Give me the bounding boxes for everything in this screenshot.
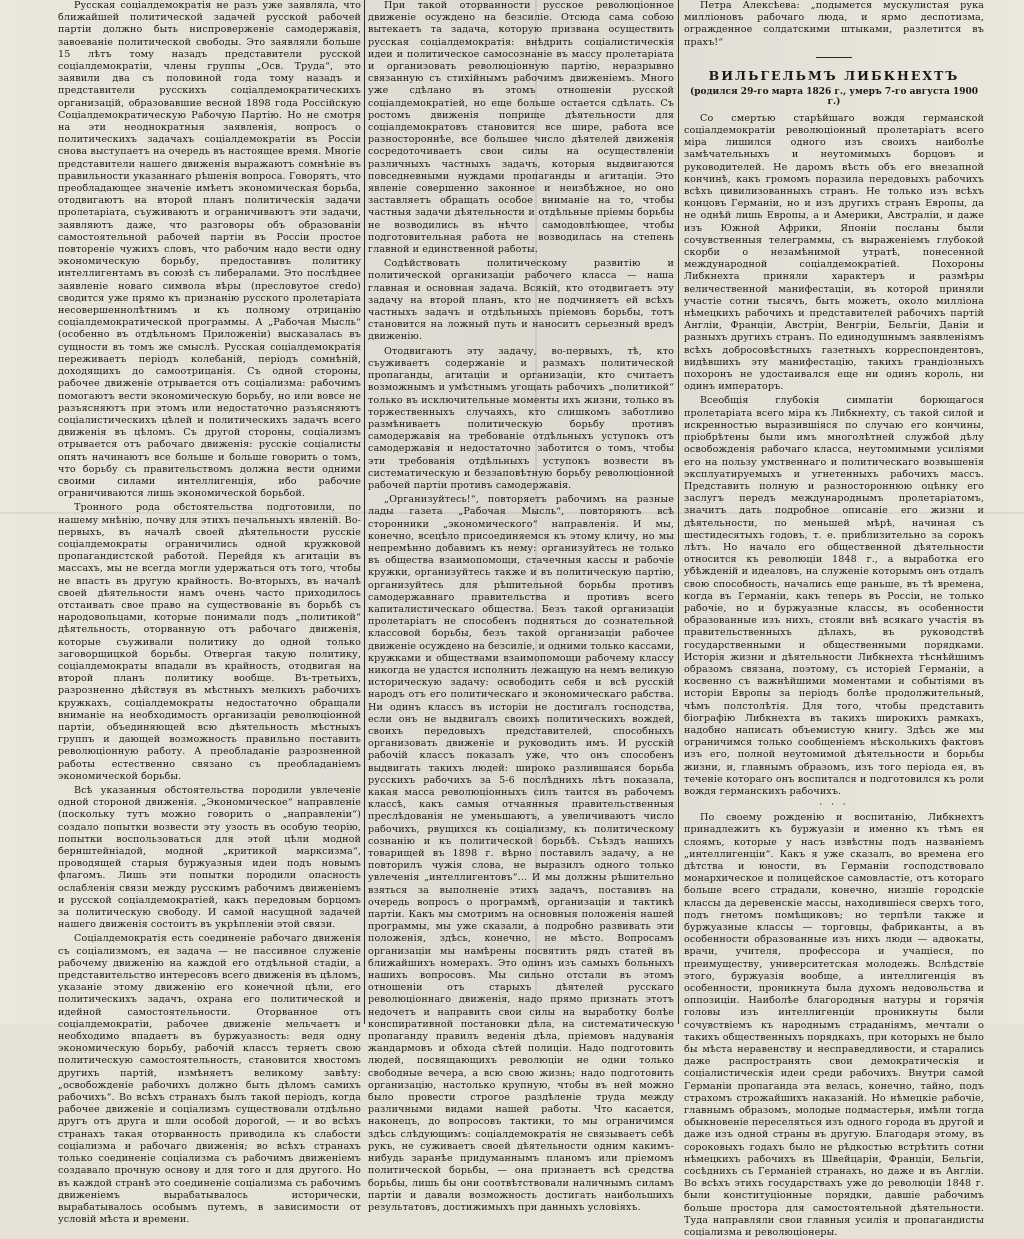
article-headline: ВИЛЬГЕЛЬМЪ ЛИБКНЕХТЪ: [708, 67, 960, 83]
section-separator-dots: · · ·: [819, 800, 849, 811]
article-paragraph: Отодвигаютъ эту задачу, во-первыхъ, тѣ, кто съуживаетъ содержаніе и размахъ политической пропаганды, агитаціи и организаціи, кто считаетъ возможнымъ и умѣстнымъ угощать рабочихъ „политикой“ только въ исключительные моменты ихъ жизни, только въ торжественныхъ случаяхъ, кто слишкомъ заботливо размѣниваетъ политическую борьбу противъ самодержавія на требованіе отдѣльныхъ уступокъ отъ самодержавія и недостаточно заботится о томъ, чтобы эти требованія отдѣльныхъ уступокъ возвести въ систематическую и беззаповѣтную борьбу революціонной рабочей партіи противъ самодержавія.: [368, 345, 674, 491]
article-paragraph: Всѣ указанныя обстоятельства породили увлеченіе одной стороной движенія. „Экономическое“ направленіе (поскольку тутъ можно говорить о „направленіи“) создало попытки возвести эту узость въ особую теорію, попытки воспользоваться для этой цѣли модной бернштейніадой, модной „критикой марксизма“, проводящей старыя буржуазныя идеи подъ новымъ флагомъ. Лишь эти попытки породили опасность ослабленія связи между русскимъ рабочимъ движеніемъ и русской соціалдемократіей, какъ передовым борцомъ за политическую свободу. И самой насущной задачей нашего движенія состоитъ въ укрѣпленіи этой связи.: [58, 785, 361, 931]
column-right: [684, 0, 984, 1239]
section-divider: [816, 57, 852, 58]
article-paragraph: Всеобщія глубокія симпатіи борющагося пролетаріата всего міра къ Либкнехту, съ такой силой и искренностью выразившіяся по случаю его кончины, пріобрѣтены были имъ многолѣтней службой дѣлу освобожденія рабочаго класса, неутомимыми усиліями его на пользу умственнаго и политическаго возвышенія эксплуатируемыхъ и угнетенныхъ рабочихъ массъ. Представить полную и разностороннюю оцѣнку его заслугъ передъ международнымъ пролетаріатомъ, значитъ дать подробное описаніе его жизни и дѣятельности, по меньшей мѣрѣ, начиная съ шестидесятыхъ годовъ, т. е. приблизительно за сорокъ лѣтъ. Но начало его общественной дѣятельности относится къ революціи 1848 г., а выработка его убѣжденій и идеаловъ, на служеніе которымъ онъ отдалъ свою способность, начались еще раньше, въ тѣ времена, когда въ Германіи, какъ теперь въ Россіи, не только рабочіе, но и буржуазные классы, въ особенности образованные изъ нихъ, стояли внѣ всякаго участія въ правительственныхъ дѣлахъ, въ руководствѣ государственными и общественными порядками. Исторія жизни и дѣятельности Либкнехта тѣснѣйшимъ образомъ связана, поэтому, съ исторіей Германіи, а косвенно съ важнѣйшими моментами и событіями въ исторіи Европы за періодъ болѣе продолжительный, чѣмъ полстолѣтія. Для того, чтобы представить біографію Либкнехта въ такихъ широкихъ рамкахъ, надобно написать объемистую книгу. Здѣсь же мы ограничимся только сообщеніемъ нѣсколькихъ фактовъ изъ его, полной неутомимой дѣятельности и борьбы жизни, и, главнымъ образомъ, изъ того періода ея, въ теченіе котораго онъ воспитался и подготовился къ роли вождя германскихъ рабочихъ.: [684, 395, 984, 797]
article-paragraph: Соціалдемократія есть соединеніе рабочаго движенія съ соціализмомъ, ея задача — не пассивное служеніе рабочему движенію на каждой его отдѣльной стадіи, а представительство интересовъ всего движенія въ цѣломъ, указаніе этому движенію его конечной цѣли, его политическихъ задачъ, охрана его политической и идейной самостоятельности. Оторванное отъ соціалдемократіи, рабочее движеніе мельчаетъ и необходимо впадаетъ въ буржуазность: ведя одну экономическую борьбу, рабочій классъ теряетъ свою политическую самостоятельность, становится хвостомъ другихъ партій, измѣняетъ великому завѣту: „освобожденіе рабочихъ должно быть дѣломъ самихъ рабочихъ“. Во всѣхъ странахъ былъ такой періодъ, когда рабочее движеніе и соціализмъ существовали отдѣльно другъ отъ друга и шли особой дорогой, — и во всѣхъ странахъ такая оторванность приводила къ слабости соціализма и рабочаго движенія; во всѣхъ странахъ только соединеніе соціализма съ рабочимъ движеніемъ создавало прочную основу и для того и для другого. Но въ каждой странѣ это соединеніе соціализма съ рабочимъ движеніемъ вырабатывалось исторически, вырабатывалось особымъ путемъ, в зависимости от условій мѣста и времени.: [58, 933, 361, 1226]
article-paragraph: Содѣйствовать политическому развитію и политической организаціи рабочего класса — наша главная и основная задача. Всякій, кто отодвигаетъ эту задачу на второй планъ, кто не подчиняетъ ей всѣхъ частныхъ задачъ и отдѣльныхъ пріемовъ борьбы, тотъ становится на ложный путь и наноситъ серьезный вредъ движенію.: [368, 258, 674, 343]
article-paragraph: При такой оторванности русское революціонное движеніе осуждено на безсиліе. Отсюда сама собою вытекаетъ та задача, которую призвана осуществить русская соціалдемократія: внѣдрить соціалистическія идеи и политическое самосознаніе въ массу пролетаріата и организовать революціонную партію, неразрывно связанную съ стихійнымъ рабочимъ движеніемъ. Много уже сдѣлано въ этомъ отношеніи русской соціалдемократіей, но еще больше остается сдѣлать. Съ ростомъ движенія поприще дѣятельности для соціалдемократовъ становится все шире, работа все разностороннѣе, все большее число дѣятелей движенія сосредоточиваетъ свои силы на осуществленіи различныхъ частныхъ задачъ, которыя выдвигаются повседневными нуждами пропаганды и агитаціи. Это явленіе совершенно законное и неизбѣжное, но оно заставляетъ обращать особое вниманіе на то, чтобы частныя задачи дѣятельности и отдѣльные пріемы борьбы не возводились въ нѣчто самодовлѣющее, чтобы подготовительная работа не возводилась на степень главной и единственной работы.: [368, 0, 674, 256]
column-left: [58, 0, 361, 1226]
article-paragraph: По своему рожденію и воспитанію, Либкнехтъ принадлежитъ къ буржуазіи и именно къ тѣмъ ея слоямъ, которые у насъ извѣстны подъ названіемъ „интеллигенціи“. Какъ я уже сказалъ, во времена его дѣтства и юности, въ Германіи господствовало монархическое и полицейское самовластіе, отъ котораго больше всего страдали, конечно, низшіе городскіе классы да деревенскіе массы, находившіеся сверхъ того, подъ гнетомъ помѣщиковъ; но терпѣли также и буржуазные классы — торговцы, фабриканты, а въ особенности образованные изъ нихъ люди — адвокаты, врачи, учителя, профессора и учащіеся, по преимуществу, университетская молодежь. Вслѣдствіе этого, буржуазія вообще, а интеллигенція въ особенности, проникнута была духомъ недовольства и оппозиціи. Наиболѣе благородныя натуры и горячія головы изъ интеллигенціи проникнуты были сочувствіемъ къ народнымъ страданіямъ, мечтали о такихъ общественныхъ порядкахъ, при которыхъ не было бы мѣста неравенству и несправедливости, и старались даже распространять свои демократическія и соціалистическія идеи среди рабочихъ. Внутри самой Германіи пропаганда эта велась, конечно, тайно, подъ страхомъ строжайшихъ наказаній. Но нѣмецкіе рабочіе, главнымъ образомъ, молодые подмастерья, имѣли тогда обыкновеніе переселяться изъ одного города въ другой и даже изъ одной страны въ другую. Благодаря этому, въ сороковыхъ годахъ было не рѣдкостью встрѣтить сотни нѣмецкихъ рабочихъ въ Швейцаріи, Франціи, Бельгіи, сосѣднихъ съ Германіей странахъ, но даже и въ Англіи. Во всѣхъ этихъ государствахъ уже до революціи 1848 г. были конституціонные порядки, давшіе рабочимъ больше простора для самостоятельной дѣятельности. Туда направляли свои главныя усилія и пропагандисты соціализма и революціонеры.: [684, 812, 984, 1239]
article-paragraph: Русская соціалдемократія не разъ уже заявляла, что ближайшей политической задачей русской рабочей партіи должно быть ниспроверженіе самодержавія, завоеваніе политической свободы. Это заявляли больше 15 лѣтъ тому назадъ представители русской соціалдемократіи, члены группы „Осв. Труда“, это заявили два съ половиной года тому назадъ и представители русскихъ соціалдемократическихъ организацій, образовавшие весной 1898 года Россійскую Соціалдемократическую Рабочую Партію. Но не смотря на эти неоднократныя заявленія, вопросъ о политическихъ задачахъ соціалдемократіи въ Россіи снова выступаетъ на очередь въ настоящее время. Многіе представители нашего движенія выражаютъ сомнѣніе въ правильности указаннаго рѣшенія вопроса. Говорятъ, что преобладающее значеніе имѣетъ экономическая борьба, отодвигаютъ на второй планъ политическія задачи пролетаріата, съуживаютъ и ограничиваютъ эти задачи, заявляютъ даже, что разговоры объ образованіи самостоятельной рабочей партіи въ Россіи простое повтореніе чужихъ словъ, что рабочим надо вести одну экономическую борьбу, предоставивъ политику интеллигентамъ въ союзѣ съ либералами. Это послѣднее заявленіе новаго символа вѣры (пресловутое credo) сводится уже прямо къ признанію русского пролетаріата несовершеннолѣтнимъ и къ полному отрицанію соціалдемократической программы. А „Рабочая Мысль“ (особенно въ отдѣльномъ Приложеніи) высказалась въ сущности въ томъ же смыслѣ. Русская соціалдемократія переживаетъ періодъ колебаній, періодъ сомнѣній, доходящихъ до самоотрицанія. Съ одной стороны, рабочее движеніе отрывается отъ соціализма: рабочимъ помогаютъ вести экономическую борьбу, но или вовсе не разъясняютъ при этомъ или недостаточно разъясняютъ соціалистическихъ цѣлей и политическихъ задачъ всего движенія въ цѣломъ. Съ другой стороны, соціализмъ отрывается отъ рабочаго движенія: русскіе соціалисты опять начинаютъ все больше и больше говорить о томъ, что борьбу съ правительствомъ должна вести одними своими силами интеллигенція, ибо рабочие ограничиваются лишь экономической борьбой.: [58, 0, 361, 500]
article-paragraph: Со смертью старѣйшаго вождя германской соціалдемократіи революціонный пролетаріатъ всего міра лишился одного изъ своихъ наиболѣе замѣчательныхъ и неутомимыхъ борцовъ и руководителей. Не даромъ вѣсть объ его внезапной кончинѣ, какъ громомъ поразила передовыхъ рабочихъ всѣхъ цивилизованныхъ странъ. Не только изъ всѣхъ концовъ Германіи, но и изъ другихъ странъ Европы, да не однѣй лишь Европы, а и Америки, Австраліи, и даже изъ Южной Африки, Японіи посланы были сочувственныя телеграммы, съ выраженіемъ глубокой скорби о незамѣнимой утратѣ, понесенной международной соціалдемократіей. Похороны Либкнехта приняли характеръ и размѣры величественной манифестаціи, въ которой приняли участіе сотни тысячъ, быть можетъ, около милліона нѣмецкихъ рабочихъ и представителей рабочихъ партій Англіи, Франціи, Австріи, Венгріи, Бельгіи, Даніи и разныхъ другихъ странъ. По единодушнымъ заявленіямъ всѣхъ добросовѣстныхъ газетныхъ корреспондентовъ, видѣвшихъ эту манифестацію, такихъ грандіозныхъ похоронъ не удостаивался еще ни одинъ король, ни одинъ императоръ.: [684, 112, 984, 393]
column-divider-right: [678, 0, 679, 1024]
column-middle: [368, 0, 675, 1213]
column-divider-left: [364, 0, 365, 1024]
article-paragraph: „Организуйтесь!“, повторяетъ рабочимъ на разные лады газета „Рабочая Мысль“, повторяютъ всѣ сторонники „экономического“ направленія. И мы, конечно, всецѣло присоединяемся къ этому кличу, но мы непремѣнно добавимъ къ нему: организуйтесь не только въ общества взаимопомощи, стачечныя кассы и рабочіе кружки, организуйтесь также и въ политическую партію, организуйтесь для рѣшительной борьбы противъ самодержавнаго правительства и противъ всего капиталистическаго общества. Безъ такой организаціи пролетаріатъ не способенъ подняться до сознательной классовой борьбы, безъ такой организаціи рабочее движеніе осуждено на безсиліе, и одними только кассами, кружками и обществами взаимопомощи рабочему классу никогда не удастся исполнить лежащую на немъ великую историческую задачу: освободить себя и всѣ русскій народъ отъ его политическаго и экономическаго рабства. Ни одинъ классъ въ исторіи не достигалъ господства, если онъ не выдвигалъ своихъ политическихъ вождей, своихъ передовыхъ представителей, способныхъ организовать движеніе и руководить имъ. И русскій рабочій классъ показалъ уже, что онъ способенъ выдвигать такихъ людей: широко разлившаяся борьба русскихъ рабочихъ за 5-6 послѣднихъ лѣтъ показала, какая масса революціонныхъ силъ таится въ рабочемъ классѣ, какъ самыя отчаянныя правительственныя преслѣдованія не уменьшаютъ, а увеличиваютъ число рабочихъ, рвущихся къ соціализму, къ политическому сознанію и къ политической борьбѣ. Съѣздъ нашихъ товарищей въ 1898 г. вѣрно поставилъ задачу, а не повторилъ чужія слова, не выразилъ одного только увлеченія „интеллигентовъ“... И мы должны рѣшительно взяться за выполненіе этихъ задачъ, поставивъ на очередь вопросъ о программѣ, организаціи и тактикѣ партіи. Какъ мы смотримъ на основныя положенія нашей программы, мы уже сказали, а подробно развивать эти положенія, здѣсь, конечно, не мѣсто. Вопросамъ организаціи мы намѣрены посвятить рядъ статей въ ближайшихъ номерахъ. Это одинъ изъ самыхъ больныхъ нашихъ вопросовъ. Мы сильно отстали въ этомъ отношеніи отъ старыхъ дѣятелей русскаго революціоннаго движенія, надо прямо признать этотъ недочетъ и направить свои силы на выработку болѣе конспиративной постановки дѣла, на систематическую пропаганду правилъ веденія дѣла, пріемовъ надуванія жандармовъ и обхода сѣтей полиціи. Надо подготовить людей, посвящающихъ революціи не одни только свободные вечера, а всю свою жизнь; надо подготовить организацію, настолько крупную, чтобы въ ней можно было провести строгое раздѣленіе труда между различными видами нашей работы. Что касается, наконецъ, до вопросовъ тактики, то мы ограничимся здѣсь слѣдующимъ: соціалдемократія не связываетъ себѣ рукъ, не суживаетъ своей дѣятельности одним какимъ-нибудь заранѣе придуманнымъ планомъ или пріемомъ политической борьбы, — она признаетъ всѣ средства борьбы, лишь бы они соотвѣтствовали наличнымъ силамъ партіи и давали возможность достигать наибольшихъ результатовъ, достижимыхъ при данныхъ условіяхъ.: [368, 494, 675, 1213]
article-subtitle: (родился 29-го марта 1826 г., умеръ 7-го августа 1900 г.): [689, 86, 979, 107]
article-paragraph: Тронного рода обстоятельства подготовили, по нашему мнѣнію, почву для этихъ печальныхъ явленій. Во-первыхъ, въ началѣ своей дѣятельности русскіе соціалдемократы ограничились одной кружковой пропагандистской работой. Перейдя къ агитаціи въ массахъ, мы не всегда могли удержаться отъ того, чтобы не впасть въ другую крайность. Во-вторыхъ, въ началѣ своей дѣятельности намъ очень часто приходилось отстаивать свое право на существованіе въ борьбѣ съ народовольцами, которые понимали подъ „политикой“ дѣятельность, оторванную отъ рабочаго движенія, которые съуживали политику до одной только заговорщицкой борьбы. Отвергая такую политику, соціалдемократы впадали въ крайность, отодвигая на второй планъ политику вообще. Въ-третьихъ, разрозненно дѣйствуя въ мѣстныхъ мелкихъ рабочихъ кружкахъ, соціалдемократы недостаточно обращали вниманіе на необходимость организаціи революціонной партіи, объединяющей всю дѣятельность мѣстныхъ группъ и дающей возможность правильно поставить революціонную работу. А преобладаніе разрозненной работы естественно связано съ преобладаніемъ экономической борьбы.: [58, 502, 361, 782]
quote-paragraph: Петра Алексѣева: „подымется мускулистая рука милліоновъ рабочаго люда, и ярмо деспотизма, огражденное солдатскими штыками, разлетится въ прахъ!“: [684, 0, 984, 48]
